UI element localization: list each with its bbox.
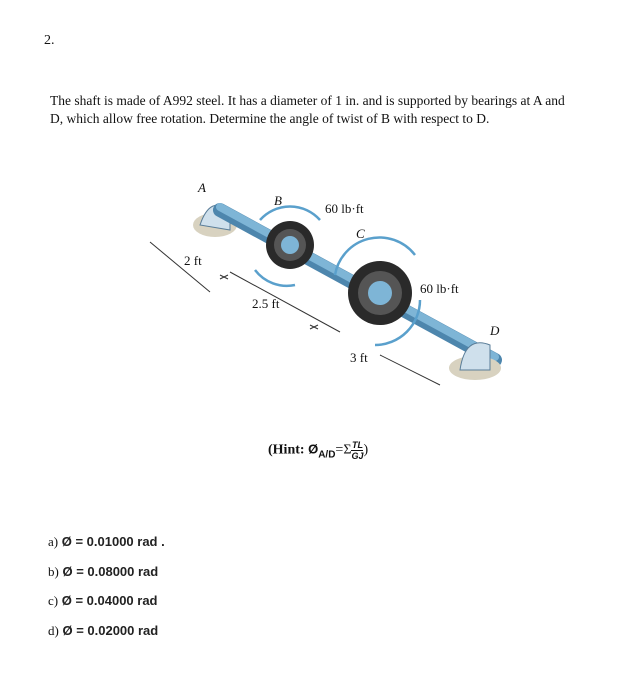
- label-torque-c: 60 lb·ft: [420, 281, 459, 296]
- hint-numerator: TL: [351, 440, 363, 450]
- label-torque-b: 60 lb·ft: [325, 201, 364, 216]
- choice-c[interactable]: c) Ø = 0.04000 rad: [48, 593, 158, 608]
- hint-denominator: GJ: [351, 451, 364, 461]
- hint: [268, 440, 368, 461]
- gear-b-icon: [255, 206, 320, 285]
- label-c: C: [356, 226, 365, 241]
- gear-c-icon: [335, 237, 420, 345]
- problem-statement: [50, 92, 625, 128]
- label-dim-bc: 2.5 ft: [252, 296, 280, 311]
- label-dim-ab: 2 ft: [184, 253, 202, 268]
- shaft-figure: [140, 180, 540, 410]
- problem-text-line-2: D, which allow free rotation. Determine the angle of twist of B with respect to D.: [50, 111, 490, 126]
- label-b: B: [274, 193, 282, 208]
- choice-b[interactable]: b) Ø = 0.08000 rad: [48, 563, 159, 579]
- problem-text-line-1: The shaft is made of A992 steel. It has a diameter of 1 in. and is supported by bearings at A and: [50, 93, 565, 108]
- hint-equals-sum: =Σ: [335, 442, 352, 458]
- label-a: A: [198, 180, 206, 195]
- answer-choices: [48, 533, 165, 651]
- label-dim-cd: 3 ft: [350, 350, 368, 365]
- question-number: 2.: [44, 33, 55, 48]
- label-d: D: [490, 323, 500, 338]
- choice-d[interactable]: d) Ø = 0.02000 rad: [48, 622, 159, 638]
- hint-symbol: Ø: [308, 441, 319, 457]
- hint-subscript: A/D: [318, 449, 336, 461]
- hint-suffix: ): [363, 442, 369, 458]
- choice-a[interactable]: a) Ø = 0.01000 rad .: [48, 534, 165, 549]
- bearing-d-icon: [449, 343, 501, 380]
- hint-prefix: (Hint:: [268, 442, 305, 458]
